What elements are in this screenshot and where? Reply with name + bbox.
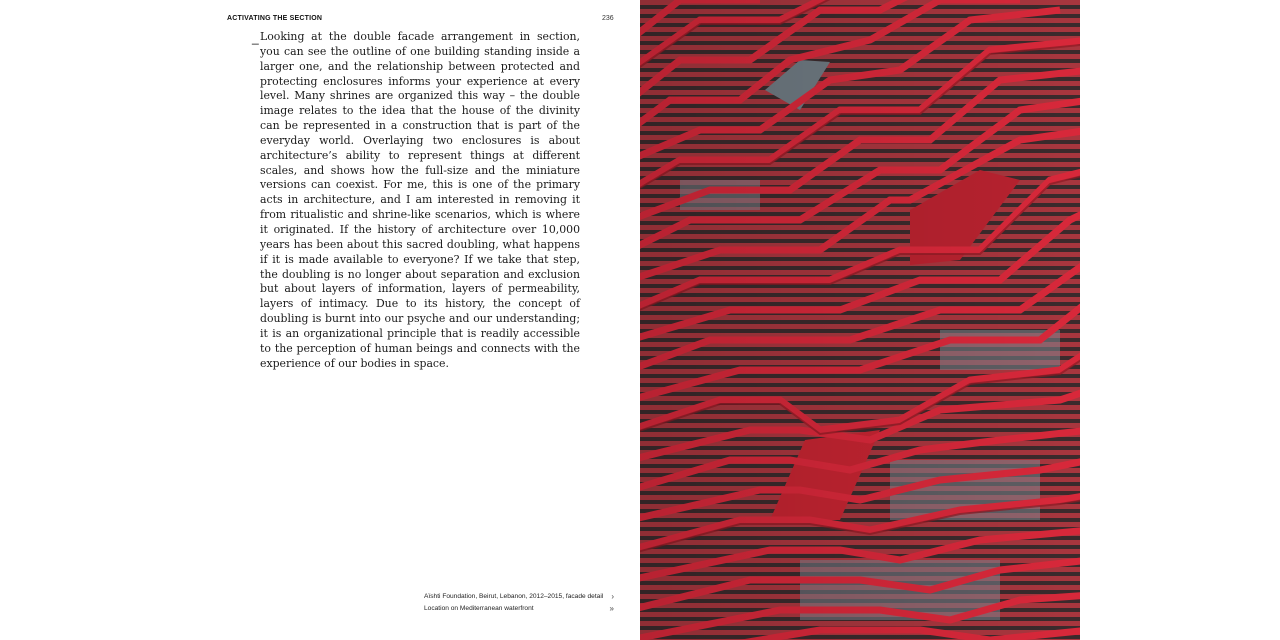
- caption-text: Aïshti Foundation, Beirut, Lebanon, 2012–2015, facade detail: [424, 593, 604, 600]
- photo-caption: [424, 593, 614, 600]
- paragraph-dash: _: [252, 31, 259, 45]
- body-paragraph: Looking at the double facade arrangement in section, you can see the outline of one building standing inside a larger one, and the relationship between protected and protecting enclosures informs your experience at every level. Many shrines are organized this way – the double image relates to the idea that the house of the divinity can be represented in a construction that is part of the everyday world. Overlaying two enclosures is about architecture’s ability to represent things at different scales, and shows how the full-size and the miniature versions can coexist. For me, this is one of the primary acts in architecture, and I am interested in removing it from ritualistic and shrine-like scenarios, which is where it originated. If the history of architecture over 10,000 years has been about this sacred doubling, what happens if it is made available to everyone? If we take that step, the doubling is no longer about separation and exclusion but about layers of information, layers of permeability, layers of intimacy. Due to its history, the concept of doubling is burnt into our psyche and our understanding; it is an organizational principle that is readily accessible to the perception of human beings and connects with the experience of our bodies in space.: [260, 30, 580, 370]
- photo-shading: [640, 0, 1080, 640]
- left-page: [200, 0, 640, 640]
- caption-arrow-icon: ›: [611, 592, 614, 601]
- caption-text: Location on Mediterranean waterfront: [424, 605, 534, 612]
- photo-caption-location: [424, 605, 614, 612]
- page-number: 236: [602, 15, 614, 22]
- caption-double-arrow-icon: »: [609, 604, 614, 613]
- running-head: ACTIVATING THE SECTION: [227, 15, 323, 22]
- facade-photo-graphic: [640, 0, 1080, 640]
- facade-photo: [640, 0, 1080, 640]
